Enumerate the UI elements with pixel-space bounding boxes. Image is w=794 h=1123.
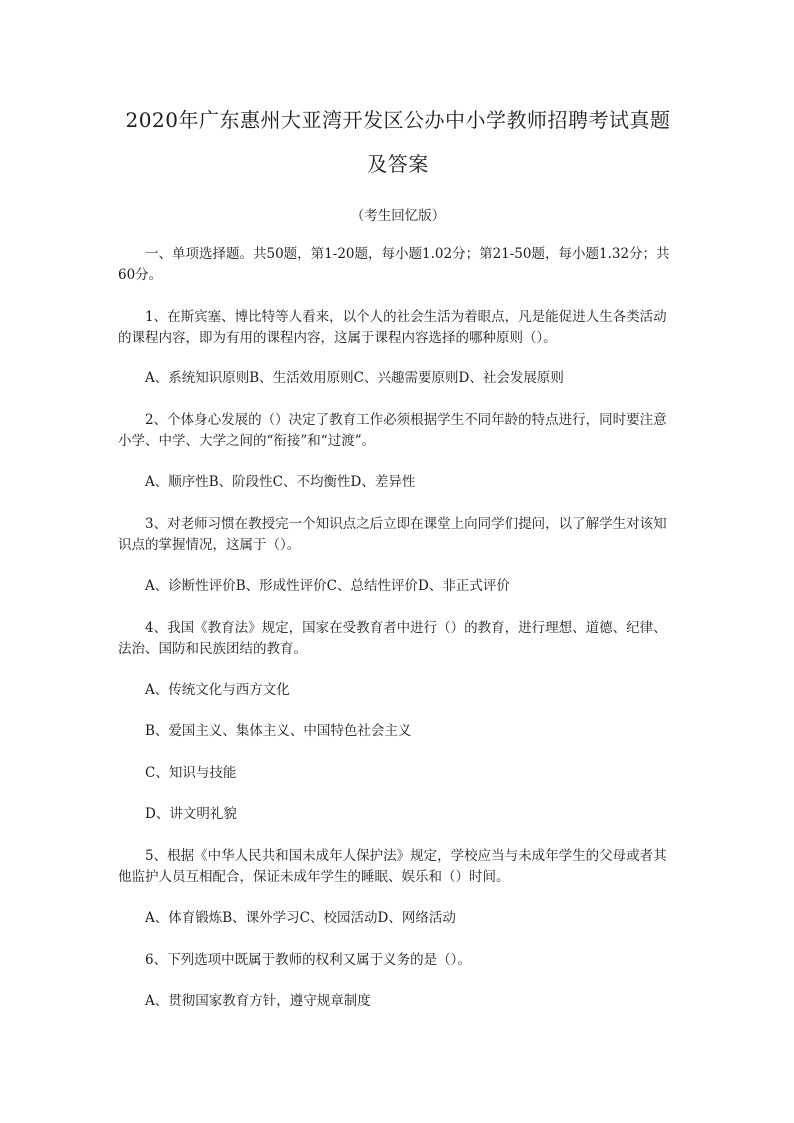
question-3-stem: 3、对老师习惯在教授完一个知识点之后立即在课堂上向同学们提问，以了解学生对该知识点的掌握情况，这属于（）。 — [118, 516, 667, 553]
question-1-stem: 1、在斯宾塞、博比特等人看来，以个人的社会生活为着眼点，凡是能促进人生各类活动的课程内容，即为有用的课程内容，这属于课程内容选择的哪种原则（）。 — [118, 309, 667, 346]
question-4-option-b: B、爱国主义、集体主义、中国特色社会主义 — [145, 723, 412, 739]
question-1-options: A、系统知识原则B、生活效用原则C、兴趣需要原则D、社会发展原则 — [145, 370, 564, 386]
question-2-stem: 2、个体身心发展的（）决定了教育工作必须根据学生不同年龄的特点进行，同时要注意小学、中学、大学之间的“衔接”和“过渡”。 — [118, 412, 667, 449]
question-4-option-d: D、讲文明礼貌 — [145, 806, 237, 822]
question-2-options: A、顺序性B、阶段性C、不均衡性D、差异性 — [145, 474, 416, 490]
question-6-stem: 6、下列选项中既属于教师的权利又属于义务的是（）。 — [145, 952, 471, 968]
question-5-stem: 5、根据《中华人民共和国未成年人保护法》规定，学校应当与未成年学生的父母或者其他监护人员互相配合，保证未成年学生的睡眠、娱乐和（）时间。 — [118, 848, 667, 885]
question-6-option-a: A、贯彻国家教育方针，遵守规章制度 — [145, 993, 371, 1009]
document-title: 2020年广东惠州大亚湾开发区公办中小学教师招聘考试真题及答案 — [125, 108, 671, 176]
question-5-options: A、体育锻炼B、课外学习C、校园活动D、网络活动 — [145, 910, 456, 926]
question-4-option-c: C、知识与技能 — [145, 765, 237, 781]
question-3-options: A、诊断性评价B、形成性评价C、总结性评价D、非正式评价 — [145, 578, 510, 594]
section-intro: 一、单项选择题。共50题，第1-20题，每小题1.02分；第21-50题，每小题1.32分；共60分。 — [118, 246, 670, 283]
document-subtitle: （考生回忆版） — [350, 208, 446, 224]
question-4-option-a: A、传统文化与西方文化 — [145, 682, 290, 698]
question-4-stem: 4、我国《教育法》规定，国家在受教育者中进行（）的教育，进行理想、道德、纪律、法治、国防和民族团结的教育。 — [118, 620, 667, 657]
document-page — [118, 98, 678, 1009]
